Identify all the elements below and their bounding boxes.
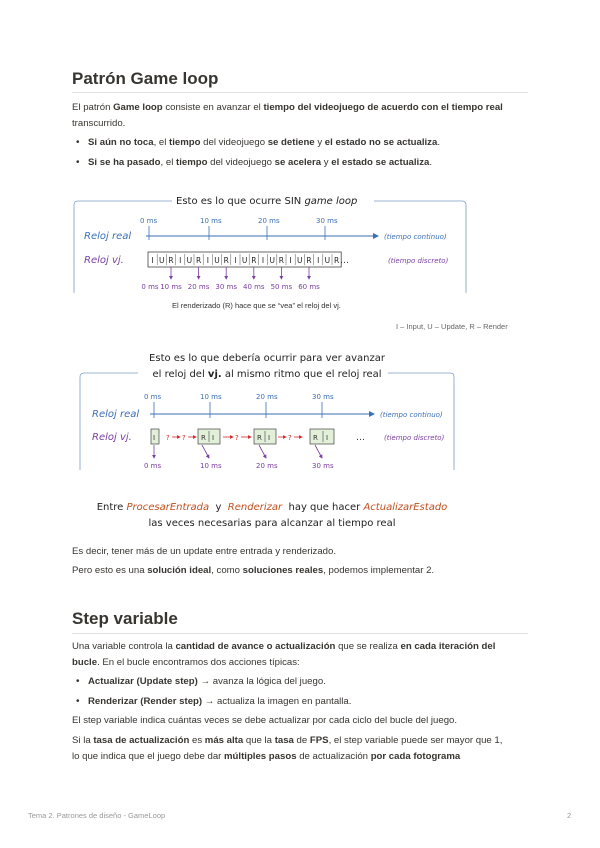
cell-letter: R: [168, 256, 174, 265]
frame-line: [374, 201, 466, 293]
frame-line: [80, 373, 138, 470]
ellipsis: …: [356, 433, 365, 443]
tiempo-continuo-label: (tiempo continuo): [380, 411, 443, 419]
tick-label: 10 ms: [200, 393, 222, 401]
tiempo-continuo-label: (tiempo continuo): [384, 233, 447, 241]
list-item: • Actualizar (Update step) → avanza la lógica del juego.: [72, 674, 351, 690]
cell-letter: I: [206, 256, 209, 265]
render-arrow: [259, 445, 266, 458]
box-letter: R: [313, 434, 318, 442]
cell-letter: U: [159, 256, 165, 265]
tick-label: 10 ms: [200, 462, 222, 470]
cell-letter: I: [289, 256, 292, 265]
cell-letter: I: [234, 256, 237, 265]
reloj-real-label: Reloj real: [92, 409, 140, 420]
divider: [72, 633, 528, 634]
box-letter: R: [257, 434, 262, 442]
tick-label: 30 ms: [316, 217, 338, 225]
tick-label: 10 ms: [160, 283, 182, 291]
cell-letter: R: [251, 256, 257, 265]
tick-label: 0 ms: [144, 462, 162, 470]
render-arrow: [315, 445, 322, 458]
conditions-list: [72, 135, 440, 171]
reloj-vj-label: Reloj vj.: [92, 432, 132, 443]
intro-paragraph: El patrón Game loop consiste en avanzar el tiempo del videojuego de acuerdo con el tiempo real transcurrido.: [72, 102, 503, 129]
cell-letter: R: [278, 256, 285, 265]
tick-label: 20 ms: [256, 393, 278, 401]
tick-label: 50 ms: [270, 283, 293, 291]
paragraph: El step variable indica cuántas veces se debe actualizar por cada ciclo del bucle del juego.: [72, 715, 458, 726]
paragraph: Pero esto es una solución ideal, como soluciones reales, podemos implementar 2.: [72, 565, 435, 576]
box-letter: I: [268, 434, 271, 442]
section-title-step-variable: Step variable: [72, 609, 178, 628]
list-item: • Renderizar (Render step) → actualiza la imagen en pantalla.: [72, 694, 351, 710]
footer-title: Tema 2. Patrones de diseño - GameLoop: [28, 811, 166, 820]
cell-letter: U: [297, 256, 303, 265]
page-number: 2: [567, 811, 572, 820]
cell-letter: I: [261, 256, 265, 265]
cell-letter: I: [179, 256, 182, 265]
tick-label: 30 ms: [312, 393, 334, 401]
cell-strip: [148, 252, 341, 267]
tiempo-discreto-label: (tiempo discreto): [388, 257, 449, 265]
diagram-without-game-loop: [72, 185, 472, 315]
tick-label: 10 ms: [200, 217, 222, 225]
cell-letter: U: [324, 256, 331, 265]
reloj-vj-label: Reloj vj.: [84, 255, 124, 266]
cell-letter: U: [241, 256, 248, 265]
box-letter: I: [326, 434, 329, 442]
paragraph: Es decir, tener más de un update entre entrada y renderizado.: [72, 546, 336, 557]
diagram-title: Esto es lo que ocurre SIN game loop: [176, 196, 358, 207]
cell-letter: R: [306, 256, 312, 265]
q-mark: ?: [182, 434, 186, 442]
tick-label: 20 ms: [256, 462, 278, 470]
reloj-real-label: Reloj real: [84, 231, 132, 242]
tick-label: 0 ms: [141, 283, 159, 291]
tick-label: 0 ms: [140, 217, 158, 225]
ellipsis: …: [340, 256, 349, 266]
diagram2-title: Esto es lo que debería ocurrir para ver avanzar el reloj del vj. al mismo ritmo que el reloj real: [149, 353, 385, 380]
list-item: • Si aún no toca, el tiempo del videojuego se detiene y el estado no se actualiza.: [72, 135, 440, 151]
q-mark: ?: [166, 434, 170, 442]
tick-label: 30 ms: [215, 283, 238, 291]
tick-label: 20 ms: [187, 283, 210, 291]
cell-letter: I: [317, 256, 320, 265]
legend: I – Input, U – Update, R – Render: [396, 322, 508, 331]
tick-label: 20 ms: [258, 217, 280, 225]
tick-label: 30 ms: [312, 462, 334, 470]
divider: [72, 92, 528, 93]
list-item: • Si se ha pasado, el tiempo del videojuego se acelera y el estado se actualiza.: [72, 155, 440, 171]
section-title-game-loop: Patrón Game loop: [72, 69, 219, 88]
diagram-with-game-loop: [78, 365, 468, 480]
cell-letter: U: [214, 256, 220, 265]
tick-label: 60 ms: [298, 283, 320, 291]
tick-label: 40 ms: [242, 283, 265, 291]
box-letter: I: [212, 434, 215, 442]
diagram-caption: El renderizado (R) hace que se “vea” el reloj del vj.: [172, 301, 341, 310]
diagram2-caption: Entre ProcesarEntrada y Renderizar hay que hacer ActualizarEstado las veces necesarias para alcanzar al tiempo real: [96, 502, 448, 529]
q-mark: ?: [235, 434, 239, 442]
tiempo-discreto-label: (tiempo discreto): [384, 434, 445, 442]
cell-letter: R: [195, 256, 202, 265]
frame-line: [74, 201, 172, 293]
cell-letter: U: [186, 256, 193, 265]
actions-list: [72, 674, 351, 710]
cell-letter: R: [333, 256, 340, 265]
q-mark: ?: [288, 434, 292, 442]
bottom-ticks: [141, 283, 320, 291]
cell-letter: R: [223, 256, 229, 265]
cell-letter: U: [269, 256, 275, 265]
frame-line: [388, 373, 454, 470]
tick-label: 0 ms: [144, 393, 162, 401]
paragraph: Si la tasa de actualización es más alta que la tasa de FPS, el step variable puede ser mayor que 1, lo que indica que el juego debe dar múltiples pasos de actualización por cada fotograma: [72, 735, 503, 762]
box-letter: R: [201, 434, 206, 442]
cell-letter: I: [151, 256, 154, 265]
paragraph: Una variable controla la cantidad de avance o actualización que se realiza en cada iteración del bucle. En el bucle encontramos dos acciones típicas:: [72, 641, 496, 668]
render-arrows: [171, 267, 309, 279]
box-letter: I: [153, 434, 156, 442]
render-arrow: [202, 445, 209, 458]
